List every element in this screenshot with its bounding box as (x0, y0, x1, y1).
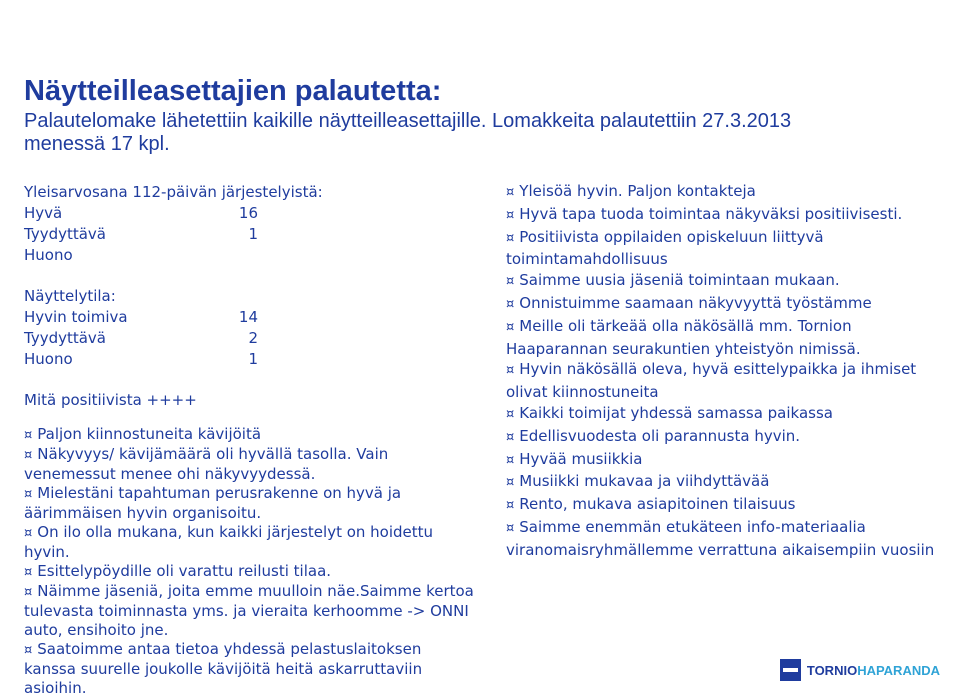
bullet-icon (24, 448, 32, 463)
venue-heading: Näyttelytila: (24, 287, 116, 305)
bullet-icon (506, 363, 514, 378)
feedback-item: ¤ Yleisöä hyvin. Paljon kontakteja (506, 181, 942, 204)
overall-row-value (220, 245, 258, 266)
feedback-item: ¤ Hyvää musiikkia (506, 449, 942, 472)
bullet-icon (506, 521, 514, 536)
feedback-item: ¤ Hyvä tapa tuoda toimintaa näkyväksi positiivisesti. (506, 204, 942, 227)
overall-row-value: 1 (248, 225, 258, 243)
overall-heading: Yleisarvosana 112-päivän järjestelyistä: (24, 183, 323, 201)
venue-row-label: Hyvin toimiva (24, 308, 128, 326)
feedback-item: ¤ Positiivista oppilaiden opiskeluun liittyvä toimintamahdollisuus (506, 227, 942, 271)
slide-title: Näytteilleasettajien palautetta: (24, 75, 442, 107)
positives-heading: Mitä positiivista ++++ (24, 391, 197, 409)
bullet-icon (24, 526, 32, 541)
venue-row (24, 328, 474, 349)
feedback-item: ¤ On ilo olla mukana, kun kaikki järjestelyt on hoidettu hyvin. (24, 523, 474, 562)
venue-row-value: 1 (248, 350, 258, 368)
feedback-item: ¤ Saatoimme antaa tietoa yhdessä pelastuslaitoksen kanssa suurelle joukolle kävijöitä heitä askarruttaviin asioihin. (24, 640, 474, 698)
right-feedback-list (506, 181, 942, 561)
venue-row (24, 307, 474, 328)
venue-row-label: Tyydyttävä (24, 329, 107, 347)
bullet-icon (506, 475, 514, 490)
overall-row (24, 245, 474, 266)
feedback-item: ¤ Näkyvyys/ kävijämäärä oli hyvällä tasolla. Vain venemessut menee ohi näkyvyydessä. (24, 445, 474, 484)
bullet-icon (506, 231, 514, 246)
feedback-item: ¤ Saimme uusia jäseniä toimintaan mukaan. (506, 270, 942, 293)
slide-subtitle: Palautelomake lähetettiin kaikille näytteilleasettajille. Lomakkeita palautettiin 27.3.2013 menessä 17 kpl. (24, 110, 792, 155)
bullet-icon (24, 643, 32, 658)
bullet-icon (506, 208, 514, 223)
bullet-icon (24, 565, 32, 580)
bullet-icon (506, 498, 514, 513)
bullet-icon (506, 430, 514, 445)
overall-row-value: 16 (238, 204, 258, 222)
bullet-icon (506, 320, 514, 335)
overall-row (24, 224, 474, 245)
feedback-item: ¤ Paljon kiinnostuneita kävijöitä (24, 425, 474, 445)
venue-row-value: 2 (248, 329, 258, 347)
feedback-item: ¤ Esittelypöydille oli varattu reilusti tilaa. (24, 562, 474, 582)
venue-row-value: 14 (238, 308, 258, 326)
bullet-icon (24, 487, 32, 502)
feedback-item: ¤ Näimme jäseniä, joita emme muulloin näe.Saimme kertoa tulevasta toiminnasta yms. ja vieraita kerhoomme -> ONNI auto, ensihoito jne. (24, 582, 474, 640)
tornio-haparanda-logo (780, 655, 940, 685)
bullet-icon (506, 407, 514, 422)
left-column (24, 182, 474, 698)
overall-row-label: Tyydyttävä (24, 225, 107, 243)
feedback-item: ¤ Saimme enemmän etukäteen info-materiaalia viranomaisryhmällemme verrattuna aikaisempiin vuosiin (506, 517, 942, 561)
right-column (506, 181, 942, 561)
logo-mark-icon (780, 659, 801, 681)
overall-row-label: Huono (24, 246, 73, 264)
feedback-item: ¤ Musiikki mukavaa ja viihdyttävää (506, 471, 942, 494)
overall-row-label: Hyvä (24, 204, 63, 222)
left-feedback-list (24, 425, 474, 698)
feedback-item: ¤ Onnistuimme saamaan näkyvyyttä työstämme (506, 293, 942, 316)
venue-row-label: Huono (24, 350, 73, 368)
bullet-icon (506, 185, 514, 200)
bullet-icon (24, 585, 32, 600)
feedback-item: ¤ Edellisvuodesta oli parannusta hyvin. (506, 426, 942, 449)
feedback-item: ¤ Meille oli tärkeää olla näkösällä mm. Tornion Haaparannan seurakuntien yhteistyön nimissä. (506, 316, 942, 360)
bullet-icon (506, 297, 514, 312)
feedback-item: ¤ Rento, mukava asiapitoinen tilaisuus (506, 494, 942, 517)
venue-row (24, 349, 474, 370)
bullet-icon (506, 453, 514, 468)
logo-text: TORNIOHAPARANDA (806, 662, 940, 678)
bullet-icon (506, 274, 514, 289)
feedback-item: ¤ Mielestäni tapahtuman perusrakenne on hyvä ja äärimmäisen hyvin organisoitu. (24, 484, 474, 523)
feedback-item: ¤ Hyvin näkösällä oleva, hyvä esittelypaikka ja ihmiset olivat kiinnostuneita (506, 359, 942, 403)
bullet-icon (24, 428, 32, 443)
feedback-item: ¤ Kaikki toimijat yhdessä samassa paikassa (506, 403, 942, 426)
overall-row (24, 203, 474, 224)
